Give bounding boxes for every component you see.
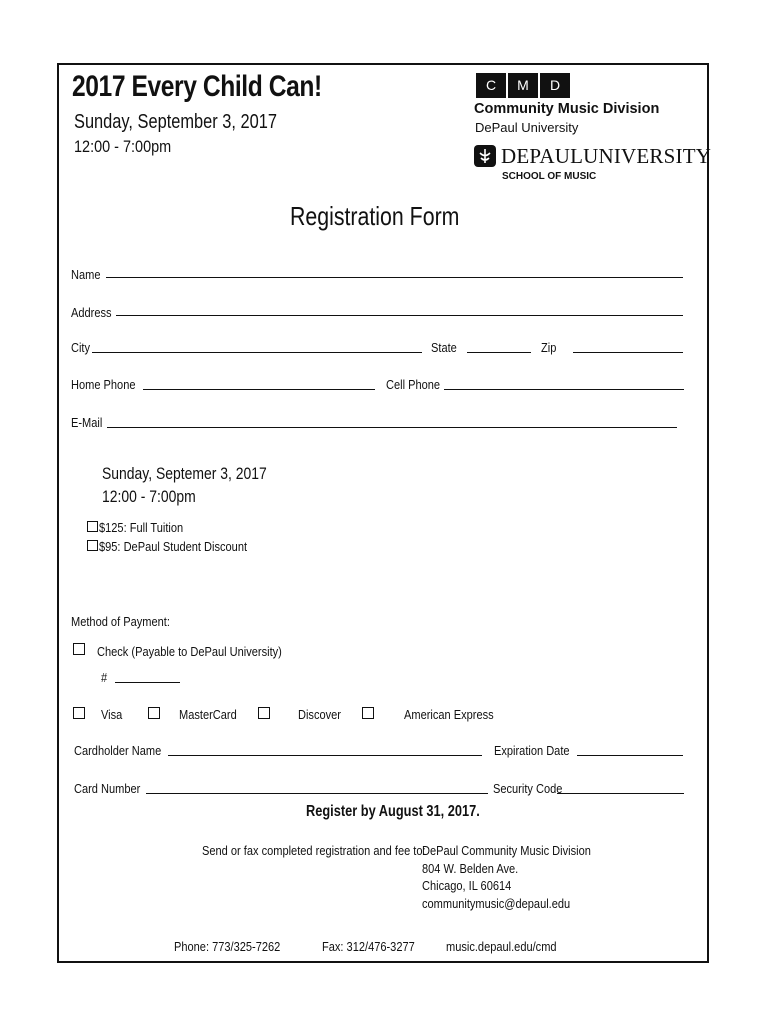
visa-label: Visa: [101, 707, 123, 722]
division-name: Community Music Division: [474, 101, 660, 117]
send-instructions: Send or fax completed registration and fee to:: [202, 843, 426, 858]
form-border: [57, 63, 712, 963]
division-university: DePaul University: [475, 120, 579, 135]
cell-phone-label: Cell Phone: [386, 377, 441, 392]
depaul-seal-icon: [474, 145, 496, 167]
home-phone-label: Home Phone: [71, 377, 136, 392]
fax-number: Fax: 312/476-3277: [322, 939, 415, 954]
card-number-input-line[interactable]: [146, 793, 488, 794]
email-label: E-Mail: [71, 415, 103, 430]
home-phone-input-line[interactable]: [143, 389, 375, 390]
card-number-label: Card Number: [74, 781, 141, 796]
mastercard-label: MasterCard: [179, 707, 237, 722]
visa-checkbox[interactable]: [73, 707, 85, 719]
cmd-logo-m: M: [508, 73, 538, 98]
check-number-input-line[interactable]: [115, 682, 180, 683]
student-discount-checkbox[interactable]: [87, 540, 98, 551]
registration-deadline: Register by August 31, 2017.: [306, 803, 480, 820]
zip-label: Zip: [541, 340, 557, 355]
check-number-label: #: [101, 670, 108, 685]
contact-email[interactable]: communitymusic@depaul.edu: [422, 896, 571, 911]
cardholder-input-line[interactable]: [168, 755, 482, 756]
address-input-line[interactable]: [116, 315, 683, 316]
student-discount-label: $95: DePaul Student Discount: [99, 539, 248, 554]
phone-number: Phone: 773/325-7262: [174, 939, 281, 954]
state-input-line[interactable]: [467, 352, 531, 353]
check-payment-checkbox[interactable]: [73, 643, 85, 655]
website-link[interactable]: music.depaul.edu/cmd: [446, 939, 557, 954]
cmd-logo-c: C: [476, 73, 506, 98]
american-express-checkbox[interactable]: [362, 707, 374, 719]
name-label: Name: [71, 267, 101, 282]
event-time: 12:00 - 7:00pm: [74, 137, 172, 156]
security-code-label: Security Code: [493, 781, 563, 796]
cell-phone-input-line[interactable]: [444, 389, 684, 390]
school-of-music: SCHOOL OF MUSIC: [502, 171, 597, 182]
cardholder-label: Cardholder Name: [74, 743, 162, 758]
session-time: 12:00 - 7:00pm: [102, 487, 196, 506]
address-line-3: Chicago, IL 60614: [422, 878, 512, 893]
form-title: Registration Form: [290, 201, 460, 231]
state-label: State: [431, 340, 457, 355]
name-input-line[interactable]: [106, 277, 683, 278]
event-date: Sunday, September 3, 2017: [74, 111, 278, 133]
session-date: Sunday, Septemer 3, 2017: [102, 464, 267, 483]
discover-label: Discover: [298, 707, 341, 722]
depaul-university-wordmark: DEPAULUNIVERSITY: [501, 144, 712, 168]
cmd-logo-d: D: [540, 73, 570, 98]
zip-input-line[interactable]: [573, 352, 683, 353]
address-label: Address: [71, 305, 112, 320]
address-line-2: 804 W. Belden Ave.: [422, 861, 519, 876]
discover-checkbox[interactable]: [258, 707, 270, 719]
mastercard-checkbox[interactable]: [148, 707, 160, 719]
address-line-1: DePaul Community Music Division: [422, 843, 591, 858]
city-input-line[interactable]: [92, 352, 422, 353]
security-code-input-line[interactable]: [557, 793, 684, 794]
email-input-line[interactable]: [107, 427, 677, 428]
city-label: City: [71, 340, 91, 355]
check-payment-label: Check (Payable to DePaul University): [97, 644, 282, 659]
event-title: 2017 Every Child Can!: [72, 70, 322, 103]
expiration-input-line[interactable]: [577, 755, 683, 756]
expiration-label: Expiration Date: [494, 743, 570, 758]
payment-method-title: Method of Payment:: [71, 614, 170, 629]
american-express-label: American Express: [404, 707, 494, 722]
full-tuition-label: $125: Full Tuition: [99, 520, 184, 535]
full-tuition-checkbox[interactable]: [87, 521, 98, 532]
